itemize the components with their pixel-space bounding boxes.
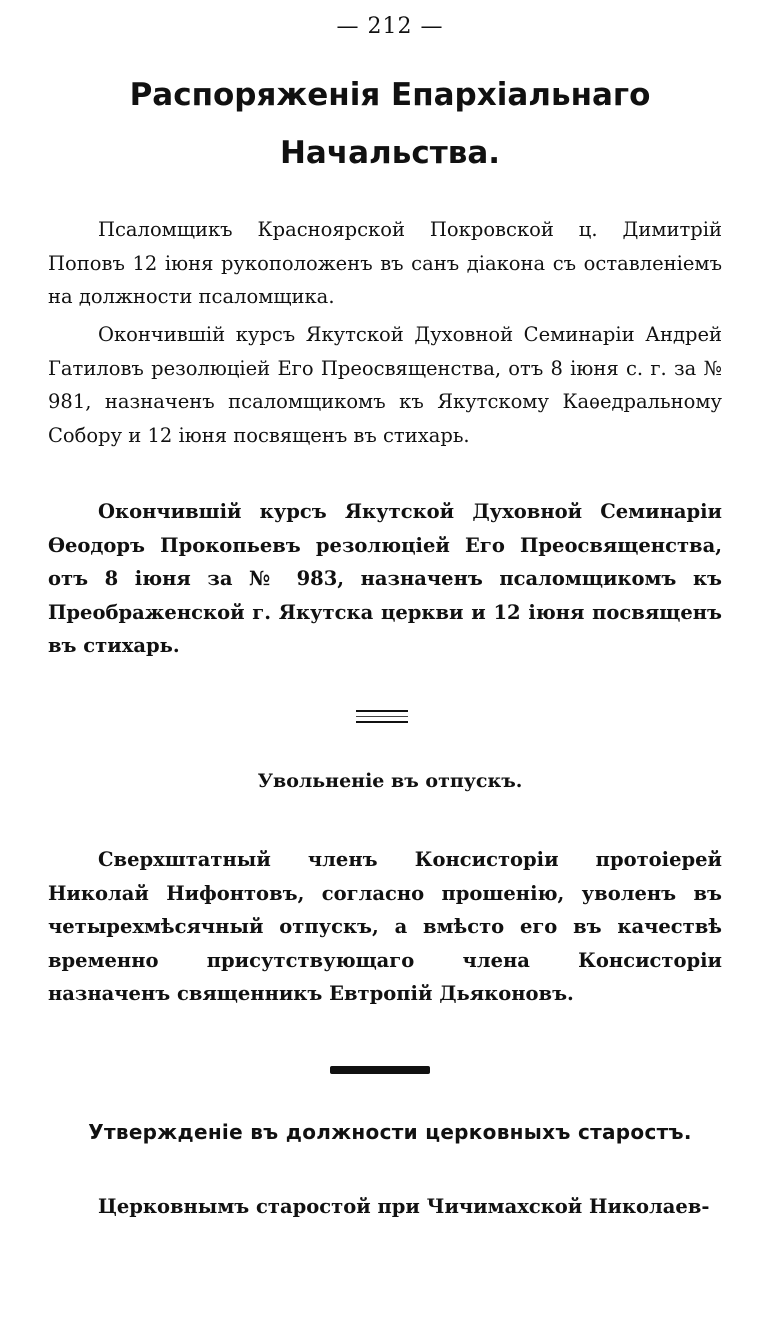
page-number: — 212 — [336,14,444,39]
paragraph-churchwarden: Церковнымъ старостой при Чичимахской Николаев- [98,1195,710,1218]
section-divider-rule [330,1066,430,1074]
section-heading-leave: Увольненіе въ отпускъ. [257,770,523,792]
paragraph-gatilov: Окончившій курсъ Якутской Духовной Семинаріи Андрей Гатиловъ резолюціей Его Преосвященства, отъ 8 іюня с. г. за № 981, назначенъ псаломщикомъ къ Якутскому Каѳедральному Собору и 12 іюня посвященъ въ стихарь. [48,323,722,447]
section-heading-approval: Утвержденіе въ должности церковныхъ старостъ. [88,1120,692,1144]
page-title: Распоряженія Епархіальнаго Начальства. [129,77,651,171]
paragraph-popov: Псаломщикъ Красноярской Покровской ц. Димитрій Поповъ 12 іюня рукоположенъ въ санъ діакона съ оставленіемъ на должности псаломщика. [48,218,722,308]
paragraph-prokopiev: Окончившій курсъ Якутской Духовной Семинаріи Ѳеодоръ Прокопьевъ резолюціей Его Преосвященства, отъ 8 іюня за № 983, назначенъ псаломщикомъ къ Преображенской г. Якутска церкви и 12 іюня посвященъ въ стихарь. [48,500,722,657]
section-divider-ornament [356,710,408,726]
paragraph-nifontov: Сверхштатный членъ Консисторіи протоіерей Николай Нифонтовъ, согласно прошенію, уволенъ въ четырехмѣсячный отпускъ, а вмѣсто его въ качествѣ временно присутствующаго члена Консисторіи назначенъ священникъ Евтропій Дьяконовъ. [48,848,722,1005]
